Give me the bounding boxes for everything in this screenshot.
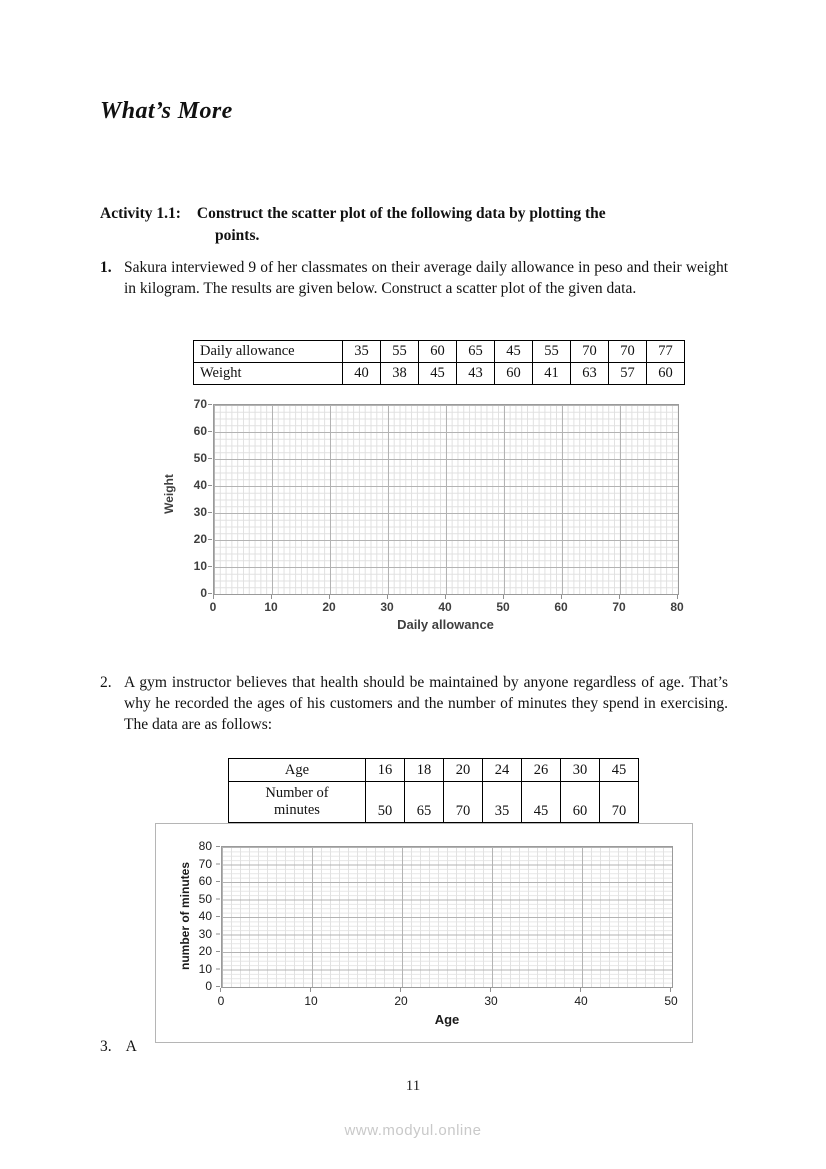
x-tick-label: 50: [664, 994, 678, 1008]
x-tick-label: 0: [217, 994, 225, 1008]
table-cell: 65: [457, 341, 495, 363]
table-cell: 65: [405, 782, 444, 823]
activity-heading-line2: points.: [215, 227, 260, 244]
table-cell: 18: [405, 759, 444, 782]
plot-area: [221, 846, 673, 988]
table-cell: 30: [561, 759, 600, 782]
page-number: 11: [405, 1078, 421, 1094]
y-axis-ticks: [216, 846, 220, 989]
x-tick-label: 20: [322, 600, 336, 614]
activity-heading: [100, 203, 740, 247]
table-row: [194, 341, 685, 363]
x-tick-label: 10: [264, 600, 278, 614]
y-tick-label: 40: [198, 909, 212, 923]
x-tick-label: 30: [484, 994, 498, 1008]
row-header: [229, 782, 366, 823]
table-cell: 55: [533, 341, 571, 363]
y-tick-label: 50: [193, 451, 207, 465]
table-cell: 35: [483, 782, 522, 823]
y-tick-label: 40: [193, 478, 207, 492]
y-tick-label: 10: [198, 961, 212, 976]
x-axis-ticks: [213, 595, 679, 599]
table-cell: 70: [609, 341, 647, 363]
table-cell: 24: [483, 759, 522, 782]
x-axis-ticks: [220, 988, 673, 992]
row-header-line1: Number of: [265, 785, 329, 801]
y-tick-label: 10: [193, 559, 207, 573]
x-tick-label: 40: [438, 600, 452, 614]
y-tick-label: 60: [193, 424, 207, 438]
y-tick-label: 30: [193, 505, 207, 519]
problem-3-text: A: [125, 1038, 137, 1055]
problem-3: [100, 1038, 137, 1056]
x-tick-label: 10: [304, 994, 318, 1008]
table-cell: 70: [600, 782, 639, 823]
x-tick-label: 0: [209, 600, 217, 614]
allowance-weight-table: [193, 340, 685, 385]
table-cell: 60: [647, 363, 685, 385]
y-tick-label: 20: [193, 532, 207, 546]
activity-text: Construct the scatter plot of the following data by plotting the: [196, 205, 606, 222]
plot-area: [213, 404, 679, 595]
y-tick-label: 60: [198, 874, 212, 888]
page-title: What’s More: [100, 98, 233, 124]
table-cell: 45: [600, 759, 639, 782]
table-cell: 60: [419, 341, 457, 363]
x-tick-label: 60: [554, 600, 568, 614]
row-header: Age: [229, 759, 366, 782]
watermark: www.modyul.online: [344, 1122, 482, 1139]
table-cell: 60: [495, 363, 533, 385]
activity-heading-line1: [100, 203, 740, 225]
x-tick-label: 40: [574, 994, 588, 1008]
y-axis-title: number of minutes: [178, 862, 192, 971]
table-cell: 26: [522, 759, 561, 782]
row-header: Weight: [194, 363, 343, 385]
activity-label: Activity 1.1:: [100, 205, 181, 222]
table-cell: 50: [366, 782, 405, 823]
problem-1-number: 1.: [100, 259, 112, 276]
table-cell: 45: [522, 782, 561, 823]
scatter-grid-age-minutes: [155, 823, 693, 1043]
age-minutes-table: [228, 758, 639, 823]
row-header-line2: minutes: [274, 802, 320, 818]
x-axis-title: Daily allowance: [397, 617, 494, 632]
table-cell: 45: [495, 341, 533, 363]
table-row: [229, 759, 639, 782]
y-tick-label: 0: [205, 979, 212, 993]
problem-2-text: A gym instructor believes that health should be maintained by anyone regardless of age. That’s why he recorded the ages of his customers and the number of minutes they spend in exercising. The data are as follows:: [124, 674, 728, 733]
y-tick-label: 70: [198, 856, 212, 871]
table-cell: 55: [381, 341, 419, 363]
table-cell: 70: [571, 341, 609, 363]
y-tick-label: 20: [198, 944, 212, 958]
table-cell: 16: [366, 759, 405, 782]
row-header: Daily allowance: [194, 341, 343, 363]
y-tick-label: 50: [198, 891, 212, 906]
table-cell: 63: [571, 363, 609, 385]
scatter-grid-allowance-weight: [150, 393, 702, 641]
problem-2: [100, 672, 728, 735]
x-tick-label: 30: [380, 600, 394, 614]
problem-1: [100, 257, 728, 299]
table-cell: 45: [419, 363, 457, 385]
x-tick-label: 20: [394, 994, 408, 1008]
y-tick-label: 0: [200, 586, 207, 600]
x-tick-label: 50: [496, 600, 510, 614]
table-cell: 70: [444, 782, 483, 823]
table-cell: 35: [343, 341, 381, 363]
table-cell: 38: [381, 363, 419, 385]
y-tick-label: 70: [193, 397, 207, 411]
table-cell: 43: [457, 363, 495, 385]
table-row: [194, 363, 685, 385]
x-axis-title: Age: [434, 1012, 460, 1027]
table-cell: 60: [561, 782, 600, 823]
problem-2-number: 2.: [100, 674, 112, 691]
problem-3-number: 3.: [100, 1038, 112, 1055]
y-axis-title: Weight: [162, 474, 176, 514]
y-tick-label: 30: [198, 926, 212, 941]
x-tick-label: 80: [670, 600, 684, 614]
problem-1-text: Sakura interviewed 9 of her classmates on their average daily allowance in peso and their weight in kilogram. The results are given below. Construct a scatter plot of the given data.: [124, 259, 728, 297]
table-cell: 77: [647, 341, 685, 363]
x-tick-label: 70: [612, 600, 626, 614]
table-cell: 41: [533, 363, 571, 385]
y-tick-label: 80: [198, 839, 212, 853]
table-cell: 57: [609, 363, 647, 385]
table-cell: 40: [343, 363, 381, 385]
y-axis-ticks: [208, 404, 212, 596]
table-cell: 20: [444, 759, 483, 782]
table-row: [229, 782, 639, 823]
